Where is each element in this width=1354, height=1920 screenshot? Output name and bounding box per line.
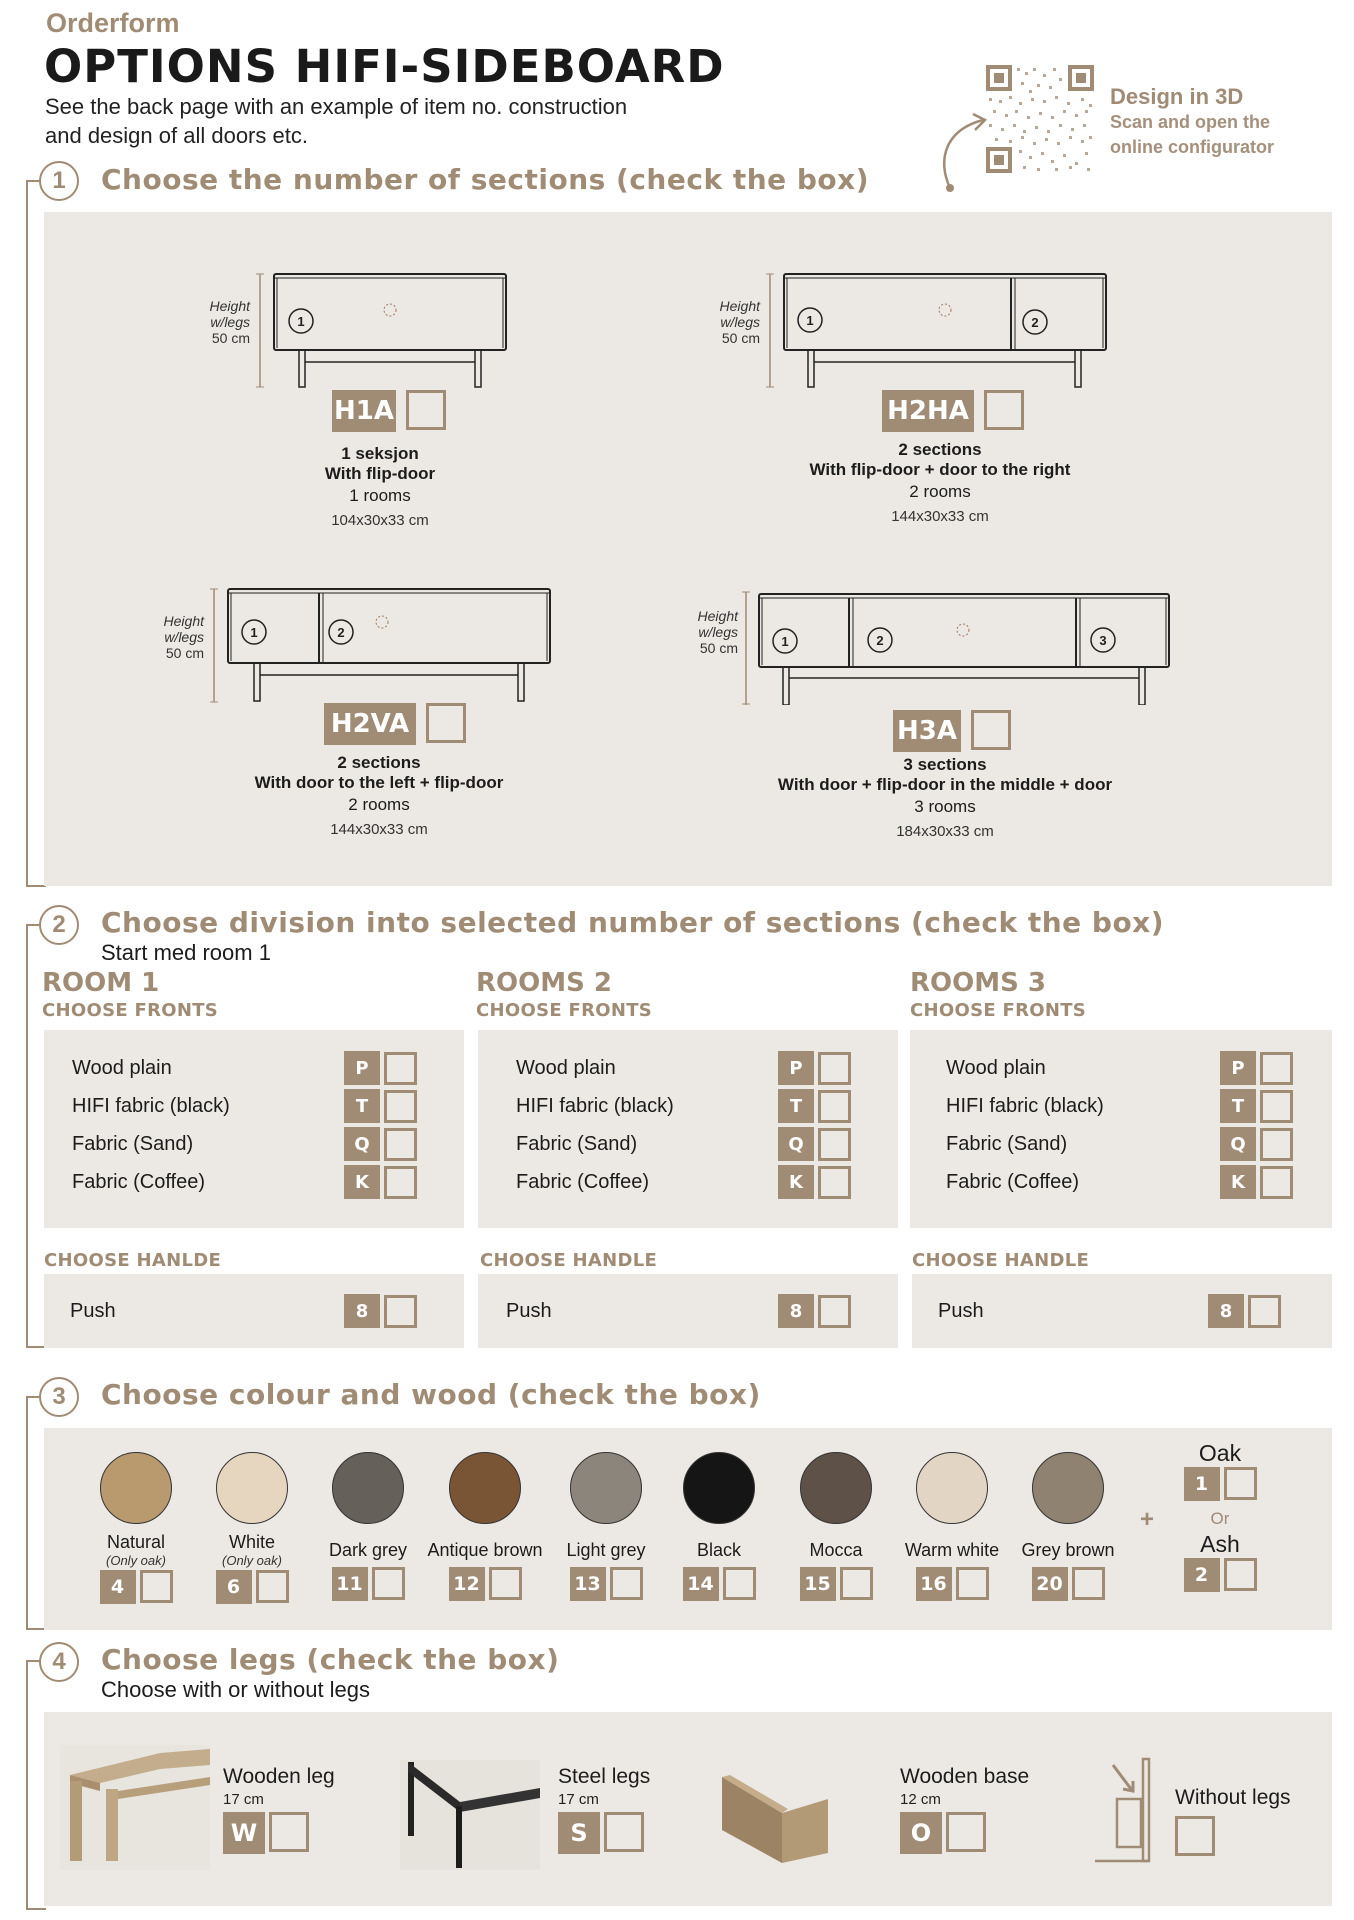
room-3-handle-label: CHOOSE HANDLE [912, 1250, 1090, 1271]
wood-swatch-icon [449, 1452, 521, 1524]
colour-checkbox[interactable] [840, 1567, 873, 1600]
room-1-column [42, 968, 464, 1348]
h2ha-code: H2HA [882, 390, 974, 432]
or-label: Or [1210, 1509, 1230, 1528]
colour-option-white [192, 1452, 312, 1604]
without-legs-icon [1093, 1755, 1163, 1865]
h3a-code: H3A [893, 710, 961, 752]
colour-code: 15 [800, 1567, 836, 1601]
room-1-front-wood-plain[interactable]: Wood plain P [44, 1050, 464, 1086]
ash-code-row [1170, 1558, 1270, 1592]
wooden-leg-checkbox[interactable] [269, 1812, 309, 1852]
orderform-kicker: Orderform [46, 8, 180, 38]
colour-checkbox[interactable] [372, 1567, 405, 1600]
wooden-leg-image [60, 1745, 210, 1870]
h3a-checkbox[interactable] [971, 710, 1011, 750]
height-label: Height w/legs 50 cm [719, 298, 760, 346]
svg-text:3: 3 [1099, 633, 1107, 648]
colour-checkbox[interactable] [1072, 1567, 1105, 1600]
h2va-checkbox[interactable] [426, 703, 466, 743]
room-3-handle-push[interactable]: Push 8 [912, 1293, 1332, 1329]
colour-code: 12 [449, 1567, 485, 1601]
wood-swatch-icon [332, 1452, 404, 1524]
svg-text:1: 1 [250, 625, 258, 640]
colour-code: 11 [332, 1567, 368, 1601]
room-1-handle-checkbox[interactable] [384, 1295, 417, 1328]
colour-label: Grey brown [1021, 1540, 1115, 1560]
steel-legs-image [400, 1760, 540, 1870]
oak-code: 1 [1184, 1467, 1220, 1501]
sideboard-h1a-drawing [256, 270, 516, 390]
leg-option-without: Without legs [1175, 1786, 1291, 1856]
steel-legs-checkbox[interactable] [604, 1812, 644, 1852]
room-3-front-fabric-coffee[interactable]: Fabric (Coffee) K [910, 1164, 1332, 1200]
ash-label: Ash [1200, 1531, 1240, 1557]
room-1-front-q-checkbox[interactable] [384, 1128, 417, 1161]
room-3-front-wood-plain[interactable]: Wood plain P [910, 1050, 1332, 1086]
room-1-front-t-checkbox[interactable] [384, 1090, 417, 1123]
height-label: Height w/legs 50 cm [163, 613, 204, 661]
h2ha-code-row [882, 390, 1024, 432]
room-3-handle-checkbox[interactable] [1248, 1295, 1281, 1328]
room-2-handle-label: CHOOSE HANDLE [480, 1250, 658, 1271]
leg-option-steel: Steel legs 17 cm S [558, 1765, 650, 1854]
colour-label: Antique brown [427, 1540, 543, 1560]
wood-swatch-icon [916, 1452, 988, 1524]
wooden-leg-code: W [223, 1812, 265, 1854]
svg-text:2: 2 [1031, 315, 1039, 330]
svg-text:2: 2 [337, 625, 345, 640]
colour-code: 6 [216, 1570, 252, 1604]
colour-option-grey-brown [1008, 1452, 1128, 1601]
room-2-fronts-panel [478, 1030, 898, 1228]
wooden-base-image [720, 1775, 830, 1865]
room-3-column [910, 968, 1332, 1348]
room-2-handle-checkbox[interactable] [818, 1295, 851, 1328]
colour-code: 13 [570, 1567, 606, 1601]
step-3-number: 3 [39, 1377, 79, 1417]
colour-checkbox[interactable] [140, 1570, 173, 1603]
room-2-front-wood-plain[interactable]: Wood plain P [478, 1050, 898, 1086]
room-1-fronts-label: CHOOSE FRONTS [42, 1000, 219, 1021]
steel-legs-code: S [558, 1812, 600, 1854]
page-title: OPTIONS HIFI-SIDEBOARD [44, 40, 725, 93]
room-1-heading: ROOM 1 [42, 968, 160, 998]
h1a-code: H1A [332, 390, 396, 432]
room-3-front-fabric-sand[interactable]: Fabric (Sand) Q [910, 1126, 1332, 1162]
colour-checkbox[interactable] [723, 1567, 756, 1600]
room-2-column [476, 968, 898, 1348]
colour-option-dark-grey [308, 1452, 428, 1601]
oak-label: Oak [1198, 1440, 1242, 1466]
step-2-number: 2 [39, 905, 79, 945]
wood-swatch-icon [570, 1452, 642, 1524]
svg-text:1: 1 [806, 313, 814, 328]
wood-swatch-icon [683, 1452, 755, 1524]
step-1-title: Choose the number of sections (check the box) [101, 163, 870, 196]
ash-code: 2 [1184, 1558, 1220, 1592]
room-2-front-hifi-fabric[interactable]: HIFI fabric (black) T [478, 1088, 898, 1124]
step-4-subtitle: Choose with or without legs [101, 1677, 371, 1702]
step-4-title: Choose legs (check the box) [101, 1643, 560, 1676]
colour-label: Light grey [566, 1540, 646, 1560]
ash-checkbox[interactable] [1224, 1558, 1257, 1591]
colour-option-mocca [776, 1452, 896, 1601]
colour-checkbox[interactable] [610, 1567, 643, 1600]
colour-option-warm-white [892, 1452, 1012, 1601]
page-subtitle [45, 92, 765, 150]
room-3-front-hifi-fabric[interactable]: HIFI fabric (black) T [910, 1088, 1332, 1124]
h1a-checkbox[interactable] [406, 390, 446, 430]
h1a-description: 1 seksjon With flip-door 1 rooms 104x30x33 cm [324, 444, 436, 529]
room-2-front-q-checkbox[interactable] [818, 1128, 851, 1161]
step-3-bracket [26, 1396, 46, 1630]
room-3-handle-panel [912, 1274, 1332, 1348]
colour-option-light-grey [546, 1452, 666, 1601]
room-3-front-p-checkbox[interactable] [1260, 1052, 1293, 1085]
room-2-front-t-checkbox[interactable] [818, 1090, 851, 1123]
colour-code: 16 [916, 1567, 952, 1601]
subtitle-line-1: See the back page with an example of item no. construction [45, 94, 628, 119]
colour-code: 20 [1032, 1567, 1068, 1601]
room-3-front-t-checkbox[interactable] [1260, 1090, 1293, 1123]
step-4-bracket [26, 1660, 46, 1910]
room-1-front-hifi-fabric[interactable]: HIFI fabric (black) T [44, 1088, 464, 1124]
h3a-description: 3 sections With door + flip-door in the middle + door 3 rooms 184x30x33 cm [777, 755, 1113, 840]
step-2-title: Choose division into selected number of sections (check the box) [101, 906, 1165, 939]
height-label: Height w/legs 50 cm [209, 298, 250, 346]
room-1-fronts-panel [44, 1030, 464, 1228]
plus-sign: + [1140, 1506, 1155, 1533]
room-2-handle-push[interactable]: Push 8 [478, 1293, 898, 1329]
colour-label: Mocca [809, 1540, 863, 1560]
svg-text:1: 1 [781, 634, 789, 649]
svg-text:2: 2 [876, 633, 884, 648]
colour-note: (Only oak) [222, 1553, 282, 1568]
height-label: Height w/legs 50 cm [697, 608, 738, 656]
leg-option-wooden-base: Wooden base 12 cm O [900, 1765, 1029, 1854]
room-2-front-fabric-coffee[interactable]: Fabric (Coffee) K [478, 1164, 898, 1200]
colour-checkbox[interactable] [256, 1570, 289, 1603]
subtitle-line-2: and design of all doors etc. [45, 123, 308, 148]
sideboard-h2va-drawing [210, 585, 560, 705]
room-1-handle-label: CHOOSE HANLDE [44, 1250, 222, 1271]
room-1-front-fabric-coffee[interactable]: Fabric (Coffee) K [44, 1164, 464, 1200]
wooden-base-checkbox[interactable] [946, 1812, 986, 1852]
colour-note: (Only oak) [106, 1553, 166, 1568]
step-2-subtitle: Start med room 1 [101, 940, 271, 965]
colour-code: 4 [100, 1570, 136, 1604]
room-2-heading: ROOMS 2 [476, 968, 612, 998]
room-2-front-k-checkbox[interactable] [818, 1166, 851, 1199]
colour-label: Natural [106, 1532, 166, 1552]
svg-text:1: 1 [297, 314, 305, 329]
design-3d-callout [1110, 84, 1274, 160]
wood-swatch-icon [216, 1452, 288, 1524]
qr-code-icon[interactable] [985, 64, 1095, 174]
step-1-bracket [26, 180, 46, 887]
h2va-code-row [324, 703, 466, 745]
room-3-heading: ROOMS 3 [910, 968, 1046, 998]
room-3-fronts-panel [910, 1030, 1332, 1228]
h2ha-description: 2 sections With flip-door + door to the right 2 rooms 144x30x33 cm [809, 440, 1071, 525]
design-3d-line-1: Scan and open the [1110, 112, 1271, 132]
h2va-code: H2VA [324, 703, 416, 745]
colour-option-natural [76, 1452, 196, 1604]
wood-type-selector [1170, 1440, 1270, 1592]
room-2-fronts-label: CHOOSE FRONTS [476, 1000, 653, 1021]
sideboard-h2ha-drawing [766, 270, 1116, 390]
room-1-handle-panel [44, 1274, 464, 1348]
leg-option-wooden: Wooden leg 17 cm W [223, 1765, 335, 1854]
room-1-handle-push[interactable]: Push 8 [44, 1293, 464, 1329]
room-2-front-fabric-sand[interactable]: Fabric (Sand) Q [478, 1126, 898, 1162]
colour-option-black [659, 1452, 779, 1601]
oak-checkbox[interactable] [1224, 1467, 1257, 1500]
room-1-front-k-checkbox[interactable] [384, 1166, 417, 1199]
colour-checkbox[interactable] [956, 1567, 989, 1600]
colour-checkbox[interactable] [489, 1567, 522, 1600]
design-3d-heading: Design in 3D [1110, 84, 1244, 109]
design-3d-line-2: online configurator [1110, 137, 1274, 157]
colour-label: Dark grey [328, 1540, 408, 1560]
step-4-number: 4 [39, 1642, 79, 1682]
h2va-description: 2 sections With door to the left + flip-door 2 rooms 144x30x33 cm [254, 753, 504, 838]
wood-swatch-icon [1032, 1452, 1104, 1524]
step-3-title: Choose colour and wood (check the box) [101, 1378, 761, 1411]
sideboard-h3a-drawing [740, 580, 1180, 705]
room-3-front-q-checkbox[interactable] [1260, 1128, 1293, 1161]
step-1-number: 1 [39, 161, 79, 201]
colour-label: Black [696, 1540, 741, 1560]
room-2-front-p-checkbox[interactable] [818, 1052, 851, 1085]
room-1-front-fabric-sand[interactable]: Fabric (Sand) Q [44, 1126, 464, 1162]
colour-option-antique-brown [425, 1452, 545, 1601]
without-legs-checkbox[interactable] [1175, 1816, 1215, 1856]
wooden-base-code: O [900, 1812, 942, 1854]
colour-label: Warm white [904, 1540, 1000, 1560]
colour-code: 14 [683, 1567, 719, 1601]
room-1-front-p-checkbox[interactable] [384, 1052, 417, 1085]
h3a-code-row [893, 710, 1011, 752]
room-3-front-k-checkbox[interactable] [1260, 1166, 1293, 1199]
h2ha-checkbox[interactable] [984, 390, 1024, 430]
room-2-handle-panel [478, 1274, 898, 1348]
h1a-code-row [332, 390, 446, 432]
room-3-fronts-label: CHOOSE FRONTS [910, 1000, 1087, 1021]
colour-label: White [228, 1532, 275, 1552]
wood-swatch-icon [100, 1452, 172, 1524]
wood-swatch-icon [800, 1452, 872, 1524]
oak-code-row [1170, 1467, 1270, 1501]
